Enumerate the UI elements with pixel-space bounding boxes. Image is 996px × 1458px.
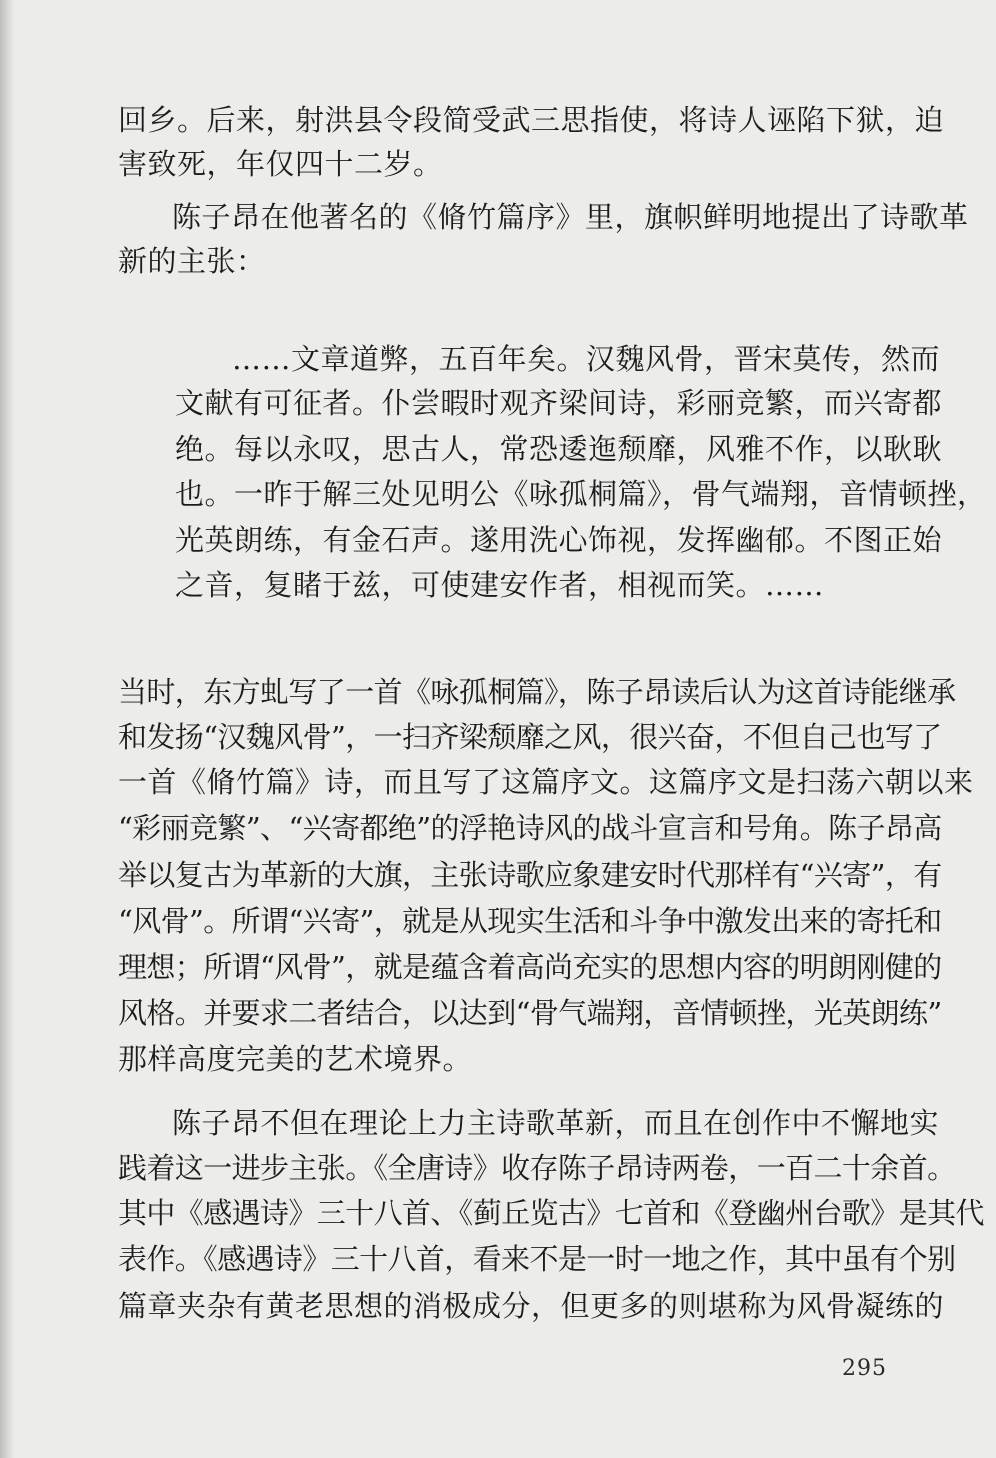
text-line: 回乡。后来，射洪县令段简受武三思指使，将诗人诬陷下狱，迫 [118, 103, 945, 137]
quote-line: 绝。每以永叹，思古人，常恐逶迤颓靡，风雅不作，以耿耿 [175, 432, 943, 466]
text-line: 和发扬“汉魏风骨”，一扫齐梁颓靡之风，很兴奋，不但自己也写了 [118, 720, 942, 754]
page-edge-shadow [0, 0, 14, 1458]
quote-line: ……文章道弊，五百年矣。汉魏风骨，晋宋莫传，然而 [232, 342, 941, 376]
text-line: 陈子昂在他著名的《脩竹篇序》里，旗帜鲜明地提出了诗歌革 [172, 200, 969, 234]
text-line: 风格。并要求二者结合，以达到“骨气端翔，音情顿挫，光英朗练” [118, 996, 942, 1030]
text-line: 陈子昂不但在理论上力主诗歌革新，而且在创作中不懈地实 [172, 1106, 940, 1140]
text-line: 表作。《感遇诗》三十八首，看来不是一时一地之作，其中虽有个别 [118, 1242, 956, 1276]
text-line: “彩丽竞繁”、“兴寄都绝”的浮艳诗风的战斗宣言和号角。陈子昂高 [118, 811, 942, 845]
quote-line: 光英朗练，有金石声。遂用洗心饰视，发挥幽郁。不图正始 [175, 523, 943, 557]
text-line: “风骨”。所谓“兴寄”，就是从现实生活和斗争中激发出来的寄托和 [118, 904, 942, 938]
text-line: 害致死，年仅四十二岁。 [118, 147, 443, 181]
text-line: 新的主张： [118, 244, 266, 278]
quote-line: 也。一昨于解三处见明公《咏孤桐篇》，骨气端翔，音情顿挫， [175, 477, 987, 511]
text-line: 篇章夹杂有黄老思想的消极成分，但更多的则堪称为风骨凝练的 [118, 1289, 945, 1323]
text-line: 理想；所谓“风骨”，就是蕴含着高尚充实的思想内容的明朗刚健的 [118, 950, 942, 984]
quote-line: 文献有可征者。仆尝暇时观齐梁间诗，彩丽竞繁，而兴寄都 [175, 386, 943, 420]
text-line: 践着这一进步主张。《全唐诗》收存陈子昂诗两卷，一百二十余首。 [118, 1151, 956, 1185]
text-line: 一首《脩竹篇》诗，而且写了这篇序文。这篇序文是扫荡六朝以来 [118, 765, 974, 799]
text-line: 那样高度完美的艺术境界。 [118, 1042, 473, 1076]
quote-line: 之音，复睹于兹，可使建安作者，相视而笑。…… [175, 568, 825, 602]
text-line: 举以复古为革新的大旗，主张诗歌应象建安时代那样有“兴寄”，有 [118, 858, 942, 892]
page-number: 295 [842, 1356, 887, 1381]
text-line: 其中《感遇诗》三十八首、《蓟丘览古》七首和《登幽州台歌》是其代 [118, 1196, 984, 1230]
text-line: 当时，东方虬写了一首《咏孤桐篇》，陈子昂读后认为这首诗能继承 [118, 675, 956, 709]
